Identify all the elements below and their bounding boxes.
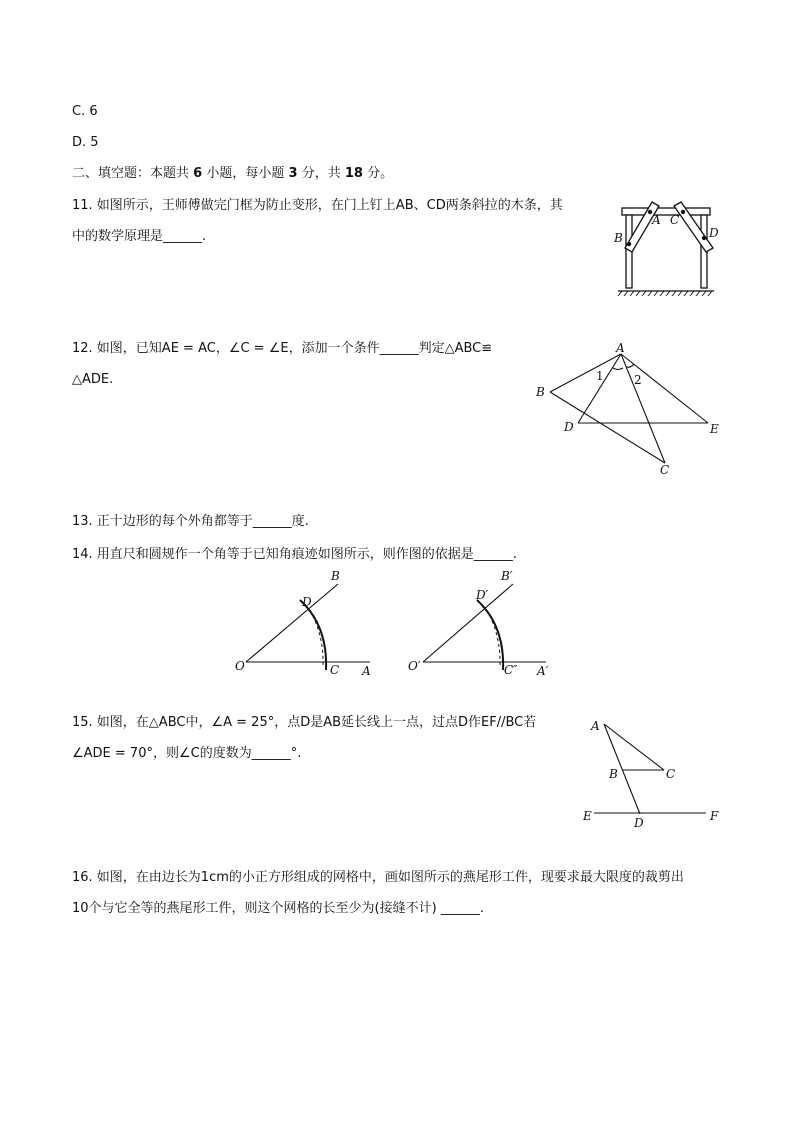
q12-triangles-figure [530, 340, 730, 480]
q14-left-label-b: B [331, 569, 340, 583]
q13-line1: 13. 正十边形的每个外角都等于______度. [72, 514, 309, 529]
choice-c: C. 6 [72, 104, 98, 119]
q14-left-label-o: O [235, 659, 245, 673]
q12-label-d: D [564, 420, 574, 434]
q16-line1: 16. 如图，在由边长为1cm的小正方形组成的网格中，画如图所示的燕尾形工件，现要求最大限度的裁剪出 [72, 870, 684, 885]
q11-label-d: D [709, 226, 719, 240]
q11-label-a: A [652, 213, 661, 227]
q15-line2: ∠ADE = 70°，则∠C的度数为______°. [72, 746, 302, 761]
q14-right-label-o: O′ [408, 659, 421, 673]
q12-line2: △ADE. [72, 372, 114, 387]
q15-label-c: C [666, 767, 676, 781]
q11-door-frame-figure [612, 192, 722, 302]
section-mid1: 小题，每小题 [206, 166, 285, 181]
q14-left-label-d: D [302, 595, 312, 609]
q14-right-label-b: B′ [501, 569, 513, 583]
q15-line1: 15. 如图，在△ABC中，∠A = 25°，点D是AB延长线上一点，过点D作EF//BC若 [72, 715, 537, 730]
q12-label-c: C [660, 463, 670, 477]
q14-right-label-a: A′ [537, 664, 549, 678]
q14-left-label-c: C [330, 663, 340, 677]
q15-label-d: D [634, 816, 644, 830]
section-score: 3 [288, 166, 298, 181]
q11-label-c: C [670, 213, 680, 227]
q14-angle-construction-figure [228, 566, 568, 681]
q12-label-a: A [616, 341, 625, 355]
q15-parallel-lines-figure [578, 710, 728, 835]
section-count: 6 [193, 166, 203, 181]
q12-label-e: E [710, 422, 719, 436]
q14-right-label-d: D′ [476, 588, 489, 602]
q15-label-f: F [710, 809, 719, 823]
q14-left-label-a: A [362, 664, 371, 678]
section-header [72, 166, 393, 182]
q16-line2: 10个与它全等的燕尾形工件，则这个网格的长至少为(接缝不计) ______. [72, 901, 484, 916]
q11-line2: 中的数学原理是______. [72, 229, 207, 244]
q14-line1: 14. 用直尺和圆规作一个角等于已知角痕迹如图所示，则作图的依据是______. [72, 547, 517, 562]
section-prefix: 二、填空题：本题共 [72, 166, 190, 181]
q12-label-b: B [536, 385, 545, 399]
section-total: 18 [344, 166, 363, 181]
q11-label-b: B [614, 231, 623, 245]
q12-label-2: 2 [634, 373, 642, 387]
choice-d: D. 5 [72, 135, 99, 150]
section-suffix: 分。 [367, 166, 394, 181]
q12-label-1: 1 [596, 369, 604, 383]
section-mid2: 分，共 [301, 166, 341, 181]
q12-line1: 12. 如图，已知AE = AC，∠C = ∠E，添加一个条件______判定△ABC≌ [72, 341, 493, 356]
q15-label-b: B [609, 767, 618, 781]
q15-label-a: A [591, 719, 600, 733]
q14-right-label-c: C″ [504, 663, 518, 677]
q11-line1: 11. 如图所示，王师傅做完门框为防止变形，在门上钉上AB、CD两条斜拉的木条，其 [72, 198, 563, 213]
q15-label-e: E [583, 809, 592, 823]
